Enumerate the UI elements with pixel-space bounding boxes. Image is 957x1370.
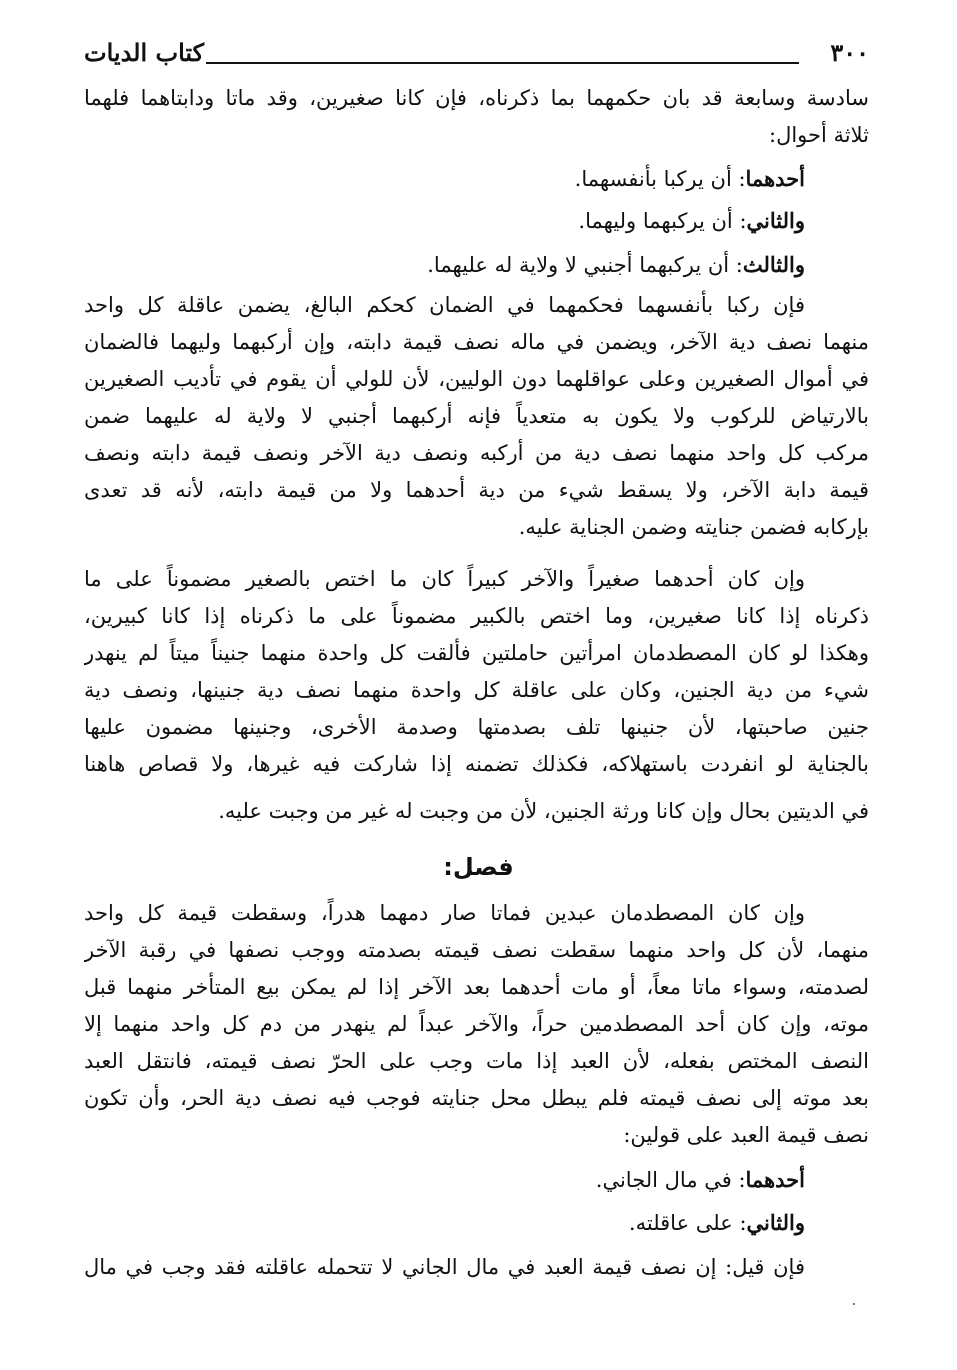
text-line: ثلاثة أحوال: (769, 123, 869, 147)
text-line: في الديتين بحال وإن كانا ورثة الجنين، لأن من وجبت له غير من وجبت عليه. (218, 799, 869, 823)
list-text: : على عاقلته. (628, 1211, 747, 1235)
list-text: : أن يركبا بأنفسهما. (574, 167, 746, 191)
scan-speck (853, 1303, 855, 1305)
text-line: في أموال الصغيرين وعلى عواقلهما دون الوليين، لأن للولي أن يقوم في تأديب الصغيرين (84, 367, 869, 391)
text-line: فإن قيل: إن نصف قيمة العبد في مال الجاني لا تتحمله عاقلته فقد وجب في مال (84, 1255, 805, 1279)
text-line: منهما، لأن كل واحد منهما سقطت نصف قيمته بصدمته ووجب نصفها في رقبة الآخر (84, 938, 869, 962)
list-label: والثالث (742, 252, 805, 277)
text-line: موته، وإن كان أحد المصطدمين حراً، والآخر عبداً لم ينهدر من دم كل واحد منهما إلا (84, 1012, 869, 1036)
text-line: جنين صاحبتها، لأن جنينها تلف بصدمتها وصدمة الأخرى، وجنينها مضمون عليها (84, 715, 869, 739)
text-line: وهكذا لو كان المصطدمان امرأتين حاملتين فألقت كل واحدة منهما جنيناً ميتاً لم ينهدر (84, 641, 869, 665)
list-label: والثاني (746, 1210, 805, 1235)
text-line: فإن ركبا بأنفسهما فحكمهما في الضمان كحكم البالغ، يضمن عاقلة كل واحد (84, 293, 805, 317)
section-heading: فصل: (443, 853, 514, 881)
text-line: بالجناية لو انفردت باستهلاكه، فكذلك تضمنه إذا شاركت فيه غيرها، ولا قصاص هاهنا (84, 752, 869, 776)
text-line: ذكرناه إذا كانا صغيرين، وما اختص بالكبير مضموناً على ما ذكرناه إذا كانا كبيرين، (84, 604, 869, 628)
text-line: لصدمته، وسواء ماتا معاً، أو مات أحدهما بعد الآخر إذا لم يمكن بيع المتأخر منهما قبل (84, 975, 869, 999)
list-label: أحدهما (745, 1167, 805, 1192)
header-rule (206, 62, 799, 64)
text-line: سادسة وسابعة قد بان حكمهما بما ذكرناه، فإن كانا صغيرين، وقد ماتا ودابتاهما فلهما (84, 86, 869, 110)
list-item (84, 206, 805, 240)
book-title: كتاب الديات (84, 38, 205, 67)
page-number: ٣٠٠ (830, 38, 869, 67)
list-text: : أن يركبهما وليهما. (578, 209, 747, 233)
list-item (84, 164, 805, 198)
text-line: شيء من دية الجنين، وكان على عاقلة كل واحدة منهما نصف دية جنينها، ونصف دية (84, 678, 869, 702)
text-line: بالارتياض للركوب ولا يكون به متعدياً فإنه أركبهما أجنبي لا ولاية له عليهما ضمن (84, 404, 869, 428)
list-label: والثاني (746, 208, 805, 233)
list-item (84, 1208, 805, 1242)
text-line: مركب كل واحد منهما نصف دية من أركبه ونصف دية الآخر ونصف قيمة دابته ونصف (84, 441, 869, 465)
page-header (84, 38, 869, 78)
list-item (84, 250, 805, 284)
text-line: منهما نصف دية الآخر، ويضمن في ماله نصف قيمة دابته، وإن أركبهما وليهما فالضمان (84, 330, 869, 354)
text-line: النصف المختص بفعله، لأن العبد إذا مات وجب على الحرّ نصف قيمته، فانتقل العبد (84, 1049, 869, 1073)
list-item (84, 1165, 805, 1199)
text-line: بعد موته إلى نصف قيمته فلم يبطل محل جنايته فوجب فيه نصف دية الحر، وأن تكون (84, 1086, 869, 1110)
list-text: : أن يركبهما أجنبي لا ولاية له عليهما. (427, 253, 743, 277)
text-line: قيمة دابة الآخر، ولا يسقط شيء من دية أحدهما ولا من قيمة دابته، لأنه قد تعدى (84, 478, 869, 502)
list-label: أحدهما (745, 166, 805, 191)
text-line: وإن كان أحدهما صغيراً والآخر كبيراً كان ما اختص بالصغير مضموناً على ما (84, 567, 805, 591)
text-line: نصف قيمة العبد على قولين: (623, 1123, 869, 1147)
text-line: وإن كان المصطدمان عبدين فماتا صار دمهما هدراً، وسقطت قيمة كل واحد (84, 901, 805, 925)
text-line: بإركابه فضمن جنايته وضمن الجناية عليه. (518, 515, 869, 539)
list-text: : في مال الجاني. (595, 1168, 746, 1192)
